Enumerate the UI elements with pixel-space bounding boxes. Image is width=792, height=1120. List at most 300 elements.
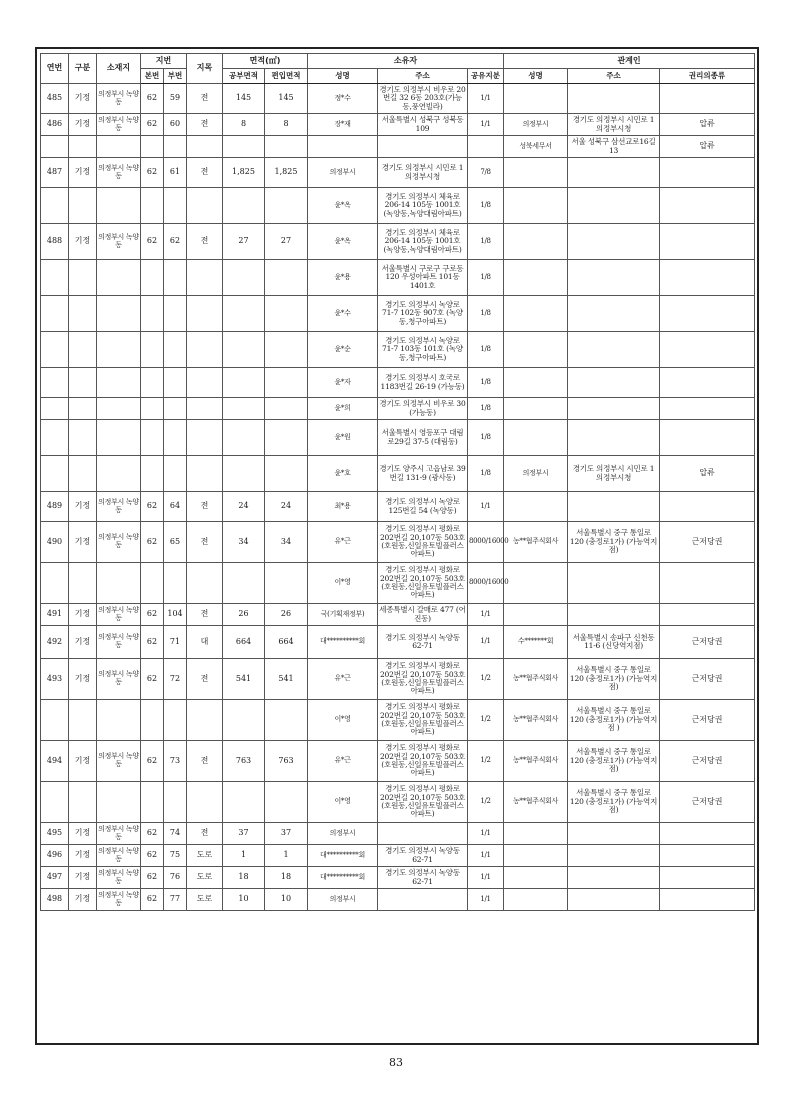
table-row [41,522,755,563]
cell-jimok: 대 [187,626,223,659]
cell-owner-address: 경기도 의정부시 녹양동 62-71 [378,845,468,867]
cell-seq [41,398,69,420]
cell-owner-share: 8000/16000 [468,563,504,604]
cell-area-included [265,188,308,224]
cell-jimok [187,368,223,398]
header-related-address: 주소 [568,69,660,84]
cell-owner-share: 1/1 [468,626,504,659]
cell-owner-address: 경기도 의정부시 녹양동 62-71 [378,626,468,659]
cell-gubun: 기정 [69,823,97,845]
cell-owner-share: 1/1 [468,492,504,522]
cell-bubeon [164,563,187,604]
cell-owner-share: 1/1 [468,823,504,845]
cell-area-included: 664 [265,626,308,659]
cell-owner-share [468,136,504,158]
cell-related-address [568,823,660,845]
cell-related-name: 의정부시 [504,114,568,136]
cell-jimok [187,332,223,368]
cell-location: 의정부시 녹양동 [97,867,141,889]
cell-seq: 489 [41,492,69,522]
cell-gubun: 기정 [69,659,97,700]
cell-right-type [660,398,755,420]
cell-related-name [504,84,568,114]
cell-related-name [504,420,568,456]
cell-owner-address: 세종특별시 갈매로 477 (어진동) [378,604,468,626]
cell-bubeon: 61 [164,158,187,188]
cell-seq [41,420,69,456]
cell-gubun: 기정 [69,114,97,136]
cell-jimok: 도로 [187,889,223,911]
cell-owner-address [378,889,468,911]
cell-bonbeon: 62 [141,845,164,867]
cell-bonbeon [141,188,164,224]
cell-area-included: 26 [265,604,308,626]
cell-owner-share: 1/1 [468,889,504,911]
table-row [41,332,755,368]
table-row [41,782,755,823]
cell-owner-address: 경기도 의정부시 체육로 206-14 105동 1001호 (녹양동,녹양대림아파트) [378,188,468,224]
cell-jimok: 전 [187,604,223,626]
cell-owner-name: 윤*원 [308,420,378,456]
cell-area-included: 10 [265,889,308,911]
cell-right-type [660,224,755,260]
cell-owner-name: 의정부시 [308,889,378,911]
cell-bubeon [164,700,187,741]
cell-location [97,398,141,420]
cell-area-public [223,782,265,823]
table-row [41,296,755,332]
cell-owner-name: 이*영 [308,563,378,604]
cell-bubeon [164,188,187,224]
header-bonbeon: 본번 [141,69,164,84]
cell-area-public [223,420,265,456]
cell-owner-address: 경기도 의정부시 녹양로 125번길 54 (녹양동) [378,492,468,522]
cell-jimok [187,563,223,604]
cell-owner-share: 1/2 [468,741,504,782]
table-row [41,420,755,456]
header-related-name: 성명 [504,69,568,84]
cell-area-public: 664 [223,626,265,659]
cell-seq: 488 [41,224,69,260]
cell-bonbeon: 62 [141,889,164,911]
cell-bubeon: 62 [164,224,187,260]
cell-area-included: 37 [265,823,308,845]
cell-area-public [223,563,265,604]
header-area-included: 편입면적 [265,69,308,84]
cell-bubeon: 104 [164,604,187,626]
header-owner-share: 공유지분 [468,69,504,84]
cell-bubeon [164,782,187,823]
table-row [41,224,755,260]
cell-right-type [660,296,755,332]
cell-related-name: 농**협주식회사 [504,700,568,741]
cell-related-name: 농**협주식회사 [504,659,568,700]
cell-seq: 496 [41,845,69,867]
cell-seq: 487 [41,158,69,188]
cell-area-public: 26 [223,604,265,626]
cell-related-address: 경기도 의정부시 시민로 1 의정부시청 [568,114,660,136]
table-header [41,54,755,84]
cell-bonbeon: 62 [141,604,164,626]
cell-seq: 493 [41,659,69,700]
cell-bubeon: 72 [164,659,187,700]
table-row [41,889,755,911]
cell-location [97,368,141,398]
cell-area-included [265,700,308,741]
table-row [41,188,755,224]
cell-related-address [568,398,660,420]
cell-seq [41,296,69,332]
cell-right-type: 압류 [660,114,755,136]
cell-right-type [660,889,755,911]
cell-jimok [187,260,223,296]
cell-gubun [69,188,97,224]
cell-owner-address: 경기도 양주시 고읍남로 39번길 131-9 (광사동) [378,456,468,492]
cell-owner-name: 윤*자 [308,368,378,398]
cell-location [97,782,141,823]
table-row [41,492,755,522]
cell-bonbeon [141,700,164,741]
cell-bonbeon [141,563,164,604]
cell-owner-name: 윤*희 [308,398,378,420]
cell-owner-name: 윤*수 [308,296,378,332]
cell-owner-share: 1/2 [468,782,504,823]
cell-owner-name: 유*근 [308,522,378,563]
cell-gubun: 기정 [69,224,97,260]
cell-jimok [187,188,223,224]
table-row [41,368,755,398]
cell-owner-address [378,136,468,158]
cell-area-public: 27 [223,224,265,260]
cell-right-type: 근저당권 [660,700,755,741]
cell-bubeon [164,420,187,456]
cell-gubun [69,260,97,296]
cell-related-name [504,845,568,867]
cell-related-address [568,845,660,867]
cell-right-type [660,823,755,845]
cell-related-name [504,492,568,522]
cell-right-type: 근저당권 [660,741,755,782]
cell-owner-address: 경기도 의정부시 호국로 1183번길 26-19 (가능동) [378,368,468,398]
cell-related-address [568,84,660,114]
cell-seq: 494 [41,741,69,782]
cell-area-included [265,398,308,420]
cell-location [97,296,141,332]
cell-owner-address: 경기도 의정부시 비우로 20번길 32 6동 203호(가능동,풍연빌라) [378,84,468,114]
cell-owner-address: 경기도 의정부시 녹양로 71-7 102동 907호 (녹양동,청구아파트) [378,296,468,332]
cell-related-address [568,492,660,522]
cell-area-public: 8 [223,114,265,136]
cell-related-address [568,332,660,368]
cell-jimok [187,456,223,492]
cell-seq [41,700,69,741]
cell-owner-share: 1/8 [468,296,504,332]
table-row [41,260,755,296]
cell-owner-share: 1/1 [468,84,504,114]
cell-gubun [69,782,97,823]
cell-owner-share: 1/8 [468,332,504,368]
cell-area-included [265,296,308,332]
cell-owner-address [378,823,468,845]
cell-right-type [660,845,755,867]
cell-bonbeon: 62 [141,114,164,136]
cell-gubun: 기정 [69,604,97,626]
cell-area-included: 27 [265,224,308,260]
cell-area-included: 18 [265,867,308,889]
cell-right-type: 근저당권 [660,782,755,823]
cell-owner-address: 경기도 의정부시 평화로 202번길 20,107동 503호 (호원동,신일유토빌플러스아파트) [378,659,468,700]
cell-right-type [660,158,755,188]
cell-seq [41,260,69,296]
cell-owner-name: 유*근 [308,741,378,782]
cell-location [97,456,141,492]
cell-location: 의정부시 녹양동 [97,741,141,782]
cell-right-type: 압류 [660,136,755,158]
cell-jimok: 전 [187,741,223,782]
cell-related-address: 서울특별시 중구 통일로 120 (충정로1가) (가능역지점) [568,659,660,700]
cell-area-included: 763 [265,741,308,782]
cell-owner-share: 7/8 [468,158,504,188]
cell-location: 의정부시 녹양동 [97,224,141,260]
cell-seq: 492 [41,626,69,659]
cell-owner-name: 장*재 [308,114,378,136]
cell-location: 의정부시 녹양동 [97,492,141,522]
cell-seq: 495 [41,823,69,845]
table-body [41,84,755,911]
cell-right-type: 근저당권 [660,522,755,563]
cell-location: 의정부시 녹양동 [97,158,141,188]
cell-gubun [69,563,97,604]
header-owner-name: 성명 [308,69,378,84]
cell-owner-name: 대**********회 [308,867,378,889]
cell-right-type [660,260,755,296]
cell-seq [41,136,69,158]
cell-owner-share: 1/1 [468,845,504,867]
land-register-table [40,53,755,911]
cell-area-public [223,296,265,332]
cell-owner-name: 의정부시 [308,158,378,188]
cell-related-address [568,889,660,911]
cell-location [97,188,141,224]
cell-jimok: 전 [187,659,223,700]
cell-gubun: 기정 [69,741,97,782]
cell-owner-address: 경기도 의정부시 평화로 202번길 20,107동 503호 (호원동,신일유토빌플러스아파트) [378,563,468,604]
cell-right-type [660,368,755,398]
cell-owner-name: 유*근 [308,659,378,700]
header-owner-address: 주소 [378,69,468,84]
cell-related-address: 서울 성북구 삼선교로16길 13 [568,136,660,158]
cell-area-public [223,188,265,224]
cell-area-public [223,700,265,741]
cell-seq [41,563,69,604]
cell-related-name [504,368,568,398]
cell-jimok [187,398,223,420]
cell-owner-address: 서울특별시 영등포구 대림로29길 37-5 (대림동) [378,420,468,456]
cell-related-address: 서울특별시 송파구 신천동 11-6 (신당역지점) [568,626,660,659]
cell-related-address [568,368,660,398]
header-right-type: 권리의종류 [660,69,755,84]
cell-owner-address: 서울특별시 성북구 성북동 109 [378,114,468,136]
cell-right-type [660,188,755,224]
cell-related-address [568,867,660,889]
cell-jimok: 전 [187,84,223,114]
cell-area-included [265,782,308,823]
cell-jimok: 전 [187,224,223,260]
cell-bubeon [164,136,187,158]
cell-related-address: 경기도 의정부시 시민로 1 의정부시청 [568,456,660,492]
cell-jimok: 전 [187,522,223,563]
cell-gubun: 기정 [69,158,97,188]
cell-gubun: 기정 [69,492,97,522]
cell-gubun [69,368,97,398]
cell-seq [41,332,69,368]
cell-bubeon: 73 [164,741,187,782]
cell-related-name: 성북세무서 [504,136,568,158]
cell-bonbeon [141,782,164,823]
cell-owner-address: 경기도 의정부시 녹양동 62-71 [378,867,468,889]
cell-related-name [504,188,568,224]
cell-area-included [265,420,308,456]
cell-area-included [265,456,308,492]
cell-gubun [69,456,97,492]
cell-jimok: 전 [187,492,223,522]
cell-owner-address: 경기도 의정부시 평화로 202번길 20,107동 503호 (호원동,신일유토빌플러스아파트) [378,522,468,563]
cell-related-address [568,563,660,604]
cell-owner-name: 이*영 [308,782,378,823]
cell-location [97,136,141,158]
cell-seq [41,188,69,224]
cell-bonbeon [141,136,164,158]
cell-related-address: 서울특별시 중구 통일로 120 (충정로1가) (가능역지점 ) [568,700,660,741]
cell-area-included [265,563,308,604]
cell-bubeon: 71 [164,626,187,659]
cell-related-address: 서울특별시 중구 통일로 120 (충정로1가) (가능역지점) [568,782,660,823]
cell-area-included: 34 [265,522,308,563]
cell-owner-name: 윤*옥 [308,188,378,224]
cell-location: 의정부시 녹양동 [97,114,141,136]
cell-related-name [504,867,568,889]
header-jibun: 지번 [141,54,187,69]
cell-gubun [69,700,97,741]
table-row [41,823,755,845]
cell-related-name [504,296,568,332]
cell-right-type [660,84,755,114]
page-number: 83 [389,1056,403,1069]
cell-bubeon: 59 [164,84,187,114]
cell-area-public [223,398,265,420]
cell-owner-share: 1/8 [468,260,504,296]
cell-bubeon [164,260,187,296]
cell-area-public: 1 [223,845,265,867]
cell-related-address [568,260,660,296]
cell-area-included: 8 [265,114,308,136]
cell-bonbeon [141,456,164,492]
cell-jimok [187,420,223,456]
cell-right-type: 압류 [660,456,755,492]
cell-seq: 485 [41,84,69,114]
cell-jimok: 전 [187,114,223,136]
cell-owner-share: 1/2 [468,659,504,700]
cell-area-public: 1,825 [223,158,265,188]
cell-bonbeon: 62 [141,823,164,845]
cell-location: 의정부시 녹양동 [97,626,141,659]
cell-area-public [223,332,265,368]
cell-area-public [223,368,265,398]
cell-jimok: 전 [187,158,223,188]
cell-owner-share: 1/8 [468,398,504,420]
cell-owner-share: 1/1 [468,114,504,136]
cell-bonbeon [141,296,164,332]
table-row [41,659,755,700]
cell-area-included: 541 [265,659,308,700]
cell-area-included: 24 [265,492,308,522]
cell-related-address [568,296,660,332]
cell-right-type: 근저당권 [660,659,755,700]
cell-jimok: 도로 [187,845,223,867]
cell-owner-name: 대**********회 [308,845,378,867]
cell-area-public [223,456,265,492]
cell-owner-name [308,136,378,158]
table-row [41,700,755,741]
cell-bubeon: 75 [164,845,187,867]
table-row [41,114,755,136]
cell-seq: 490 [41,522,69,563]
cell-gubun: 기정 [69,867,97,889]
cell-owner-address: 경기도 의정부시 녹양로 71-7 103동 101호 (녹양동,청구아파트) [378,332,468,368]
cell-bonbeon: 62 [141,492,164,522]
header-related: 관계인 [504,54,755,69]
cell-bubeon: 60 [164,114,187,136]
cell-seq [41,456,69,492]
cell-bonbeon [141,368,164,398]
cell-related-name: 농**협주식회사 [504,522,568,563]
cell-owner-name: 최*용 [308,492,378,522]
header-area-public: 공부면적 [223,69,265,84]
table-row [41,741,755,782]
cell-right-type [660,867,755,889]
cell-owner-name: 대**********회 [308,626,378,659]
cell-jimok: 전 [187,823,223,845]
cell-related-name [504,158,568,188]
header-gubun: 구분 [69,54,97,84]
cell-location: 의정부시 녹양동 [97,889,141,911]
cell-bonbeon: 62 [141,659,164,700]
cell-gubun [69,420,97,456]
cell-bonbeon: 62 [141,158,164,188]
cell-related-address [568,604,660,626]
cell-owner-share: 1/1 [468,867,504,889]
cell-bubeon [164,456,187,492]
cell-gubun [69,332,97,368]
cell-gubun: 기정 [69,84,97,114]
cell-seq: 497 [41,867,69,889]
cell-owner-name: 국(기획재정부) [308,604,378,626]
cell-seq [41,368,69,398]
cell-related-name: 수*******회 [504,626,568,659]
cell-owner-share: 8000/16000 [468,522,504,563]
cell-jimok [187,700,223,741]
cell-related-address [568,188,660,224]
cell-location: 의정부시 녹양동 [97,522,141,563]
cell-location [97,260,141,296]
cell-owner-name: 윤*용 [308,260,378,296]
cell-location [97,420,141,456]
header-seq: 연번 [41,54,69,84]
cell-bonbeon [141,332,164,368]
cell-bubeon: 76 [164,867,187,889]
cell-owner-name: 이*영 [308,700,378,741]
header-owner: 소유자 [308,54,504,69]
